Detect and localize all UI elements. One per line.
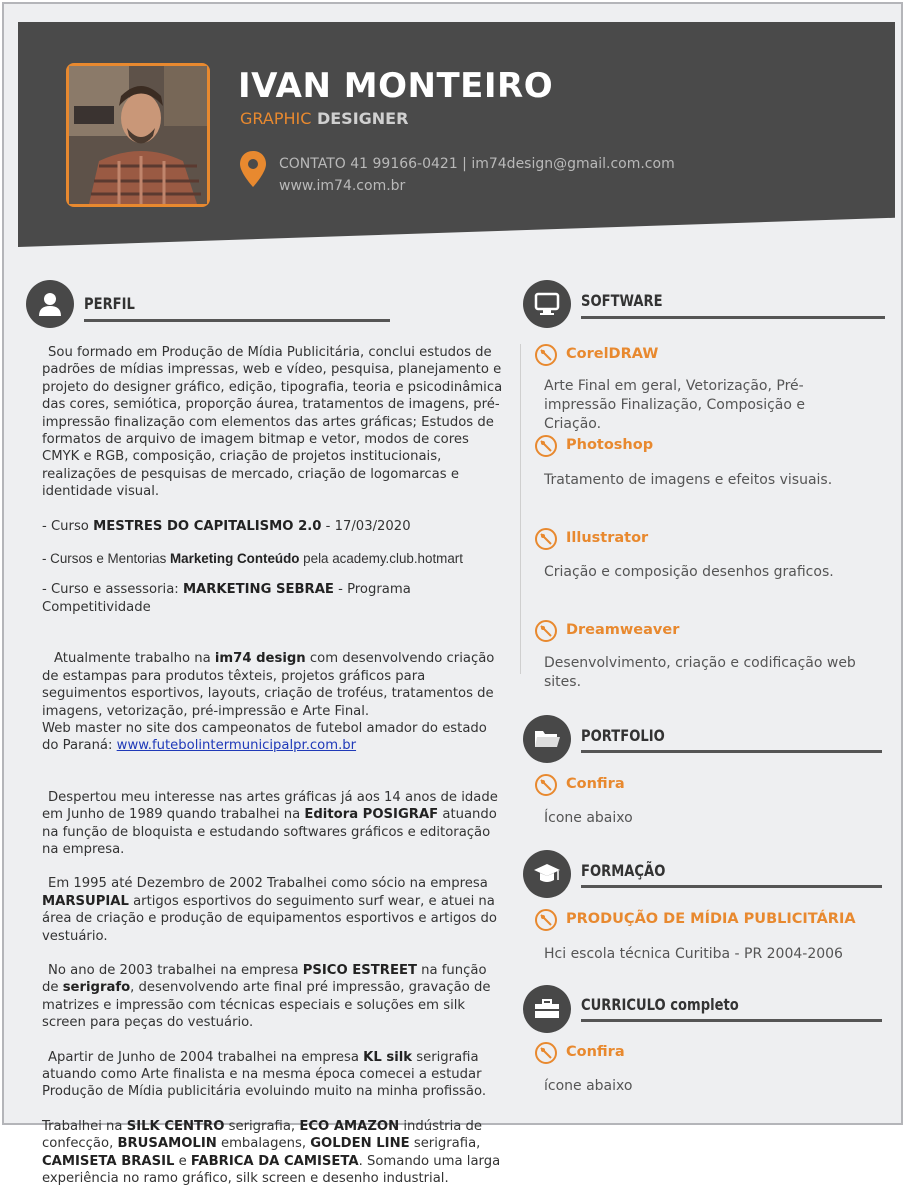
history-paragraph: Em 1995 até Dezembro de 2002 Trabalhei como sócio na empresa MARSUPIAL artigos esportivos do seguimento surf wear, e atuei na área de criação e produção de equipamentos esportivos e artigos do vestuário.	[42, 876, 497, 944]
software-desc: Desenvolvimento, criação e codificação web sites.	[544, 655, 856, 690]
perfil-text	[42, 344, 504, 1187]
location-pin-icon	[238, 150, 268, 188]
portfolio-link[interactable]: Confira	[566, 776, 625, 792]
webmaster-info: Web master no site dos campeonatos de futebol amador do estado do Paraná: www.futebolintermunicipalpr.com.br	[42, 720, 487, 754]
section-title-formacao: FORMAÇÃO	[581, 861, 666, 880]
curriculo-link[interactable]: Confira	[566, 1044, 625, 1060]
contact-info	[279, 153, 675, 197]
user-icon	[26, 280, 74, 328]
section-title-curriculo: CURRICULO completo	[581, 995, 739, 1014]
person-name: IVAN MONTEIRO	[238, 66, 554, 106]
section-divider	[581, 316, 885, 319]
section-title-portfolio: PORTFOLIO	[581, 726, 665, 745]
folder-icon	[523, 715, 571, 763]
history-paragraph: Trabalhei na SILK CENTRO serigrafia, ECO AMAZON indústria de confecção, BRUSAMOLIN embalagens, GOLDEN LINE serigrafia, CAMISETA BRASIL e FABRICA DA CAMISETA. Somando uma larga experiência no ramo gráfico, silk screen e desenho industrial.	[42, 1118, 501, 1187]
software-desc: Criação e composição desenhos graficos.	[544, 564, 834, 580]
software-name: Dreamweaver	[566, 622, 680, 638]
monitor-icon	[523, 280, 571, 328]
pen-icon	[535, 344, 557, 366]
graduation-cap-icon	[523, 850, 571, 898]
course-item: - Curso MESTRES DO CAPITALISMO 2.0 - 17/03/2020	[42, 518, 411, 534]
resume-page	[2, 2, 903, 1187]
software-name: Photoshop	[566, 437, 654, 453]
webmaster-link[interactable]: www.futebolintermunicipalpr.com.br	[116, 738, 357, 754]
section-divider	[84, 319, 390, 322]
history-paragraph: Apartir de Junho de 2004 trabalhei na empresa KL silk serigrafia atuando como Arte finalista e na mesma época comecei a estudar Produção de Mídia publicitária evoluindo muito na minha profissão.	[42, 1049, 487, 1100]
current-work: Atualmente trabalho na im74 design com desenvolvendo criação de estampas para produtos têxteis, projetos gráficos para seguimentos esportivos, layouts, criação de troféus, tratamentos de imagens, vetorização, pré-impressão e Arte Final.	[42, 651, 495, 719]
section-divider	[581, 1019, 882, 1022]
section-divider	[581, 750, 882, 753]
perfil-intro: Sou formado em Produção de Mídia Publicitária, conclui estudos de padrões de mídias impressas, web e vídeo, pesquisa, planejamento e projeto do designer gráfico, edição, tipografia, teoria e psicodinâmica das cores, semiótica, proporção áurea, tratamentos de imagens, pré-impressão finalização com elementos das artes gráficas; Estudos de formatos de arquivo de imagem bitmap e vetor, modos de cores CMYK e RGB, composição, criação de projetos institucionais, realizações de pesquisas de mercado, criação de logomarcas e identidade visual.	[42, 345, 503, 500]
curriculo-desc: ícone abaixo	[544, 1078, 633, 1094]
pen-icon	[535, 1042, 557, 1064]
pen-icon	[535, 909, 557, 931]
software-name: CorelDRAW	[566, 346, 659, 362]
portfolio-desc: Ícone abaixo	[544, 810, 633, 826]
section-title-perfil: PERFIL	[84, 294, 135, 313]
pen-icon	[535, 435, 557, 457]
section-divider	[581, 885, 882, 888]
pen-icon	[535, 620, 557, 642]
pen-icon	[535, 528, 557, 550]
job-title: GRAPHIC DESIGNER	[240, 109, 409, 128]
formacao-course: PRODUÇÃO DE MÍDIA PUBLICITÁRIA	[566, 911, 856, 927]
software-desc: Arte Final em geral, Vetorização, Pré-impressão Finalização, Composição e Criação.	[544, 378, 806, 432]
course-item: - Curso e assessoria: MARKETING SEBRAE - Programa Competitividade	[42, 582, 411, 615]
formacao-desc: Hci escola técnica Curitiba - PR 2004-2006	[544, 946, 843, 962]
website-link[interactable]: www.im74.com.br	[279, 178, 406, 194]
section-title-software: SOFTWARE	[581, 291, 663, 310]
vertical-divider	[520, 344, 521, 674]
software-desc: Tratamento de imagens e efeitos visuais.	[544, 472, 833, 488]
contact-line[interactable]: CONTATO 41 99166-0421 | im74design@gmail.com.com	[279, 156, 675, 172]
software-name: Illustrator	[566, 530, 649, 546]
pen-icon	[535, 774, 557, 796]
history-paragraph: No ano de 2003 trabalhei na empresa PSICO ESTREET na função de serigrafo, desenvolvendo arte final pré impressão, gravação de matrizes e impressão com técnicas especiais e soluções em silk screen para peças do vestuário.	[42, 962, 491, 1031]
history-paragraph: Despertou meu interesse nas artes gráficas já aos 14 anos de idade em Junho de 1989 quando trabalhei na Editora POSIGRAF atuando na função de bloquista e estudando softwares gráficos e editoração na empresa.	[42, 789, 498, 857]
briefcase-icon	[523, 985, 571, 1033]
profile-photo	[66, 63, 210, 207]
course-item: - Cursos e Mentorias Marketing Conteúdo pela academy.club.hotmart	[42, 551, 463, 567]
